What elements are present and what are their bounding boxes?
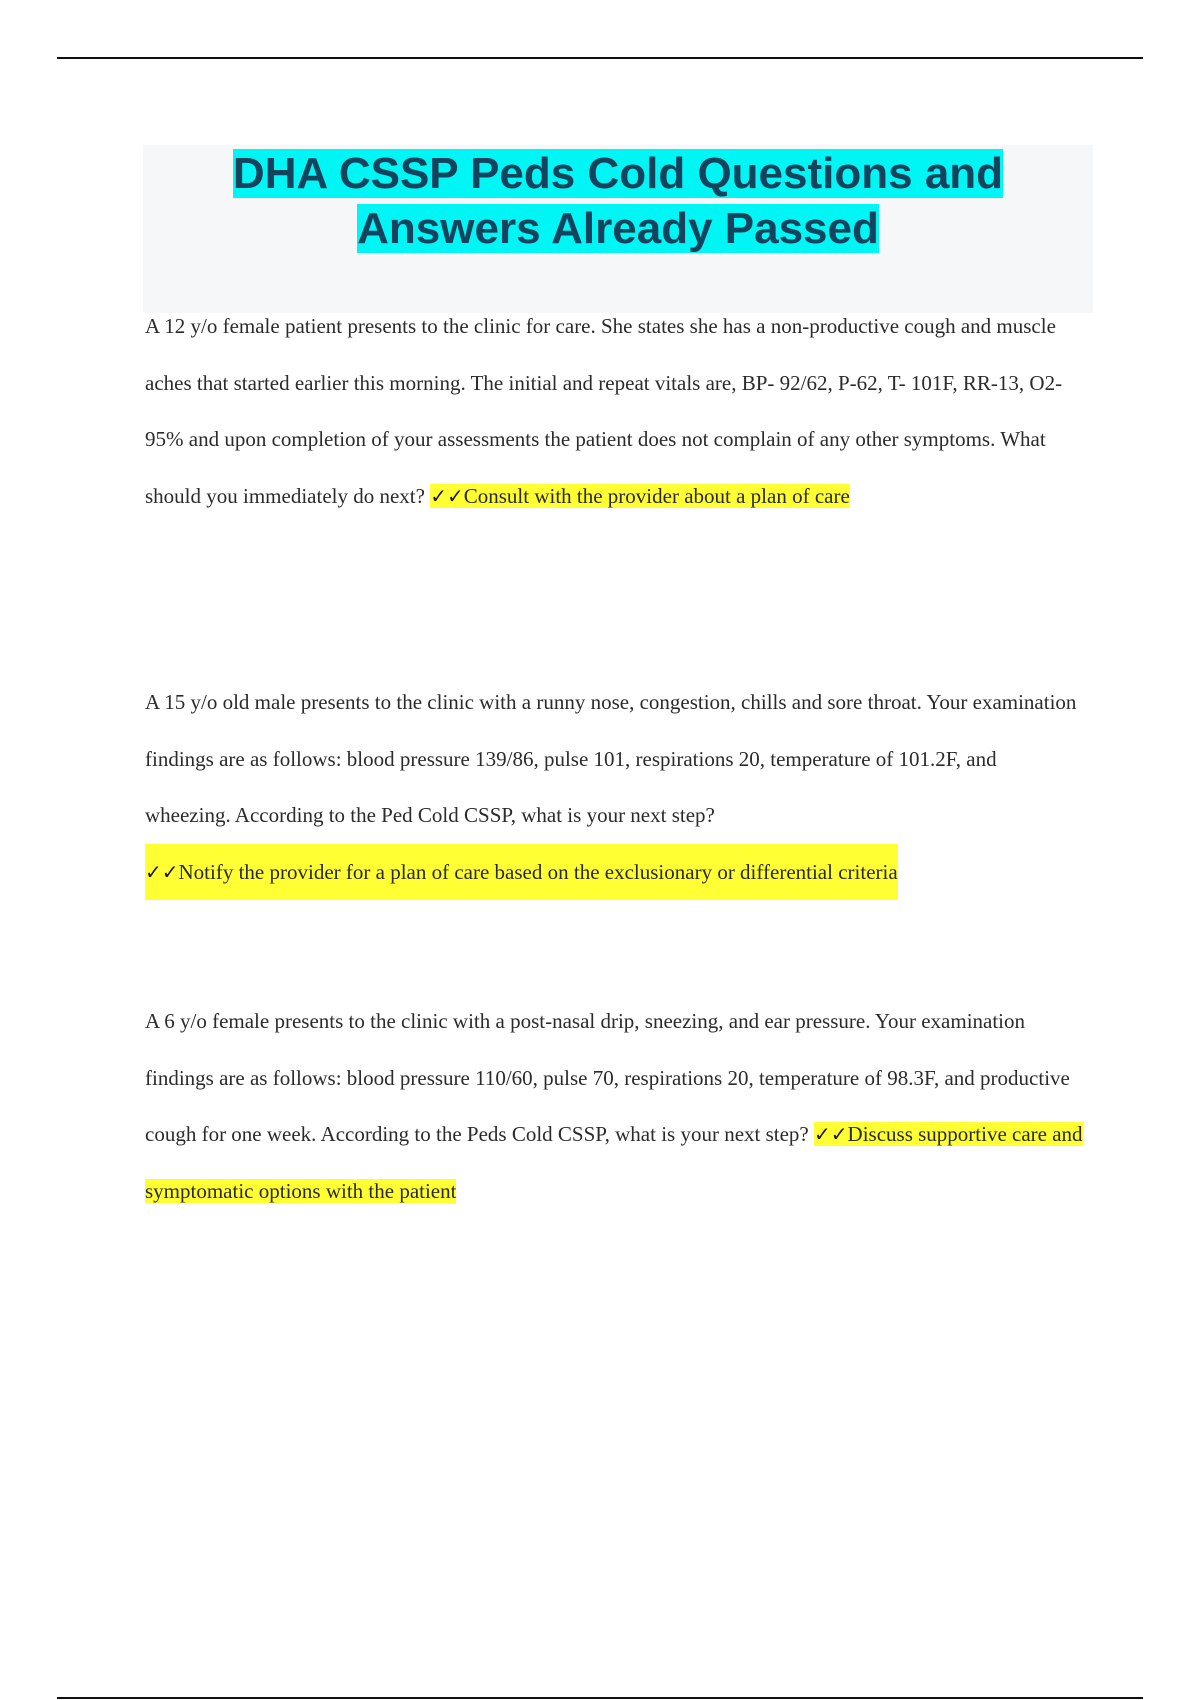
answer-1-text: Consult with the provider about a plan of care [463, 483, 850, 508]
qa-item-3 [145, 993, 1085, 1219]
top-rule [57, 57, 1143, 59]
check-mark-icon: ✓✓ [145, 859, 179, 884]
answer-1-highlight [430, 484, 850, 508]
question-3-text: A 6 y/o female presents to the clinic with a post-nasal drip, sneezing, and ear pressure. Your examination findings are as follows: blood pressure 110/60, pulse 70, respirations 20, temperature of 98.3F, and productive cough for one week. According to the Peds Cold CSSP, what is your next step? [145, 1009, 1070, 1146]
title-line-2: Answers Already Passed [357, 204, 879, 253]
page-title [143, 146, 1093, 256]
question-1-text: A 12 y/o female patient presents to the clinic for care. She states she has a non-productive cough and muscle aches that started earlier this morning. The initial and repeat vitals are, BP- 92/62, P-62, T- 101F, RR-13, O2-95% and upon completion of your assessments the patient does not complain of any other symptoms. What should you immediately do next? [145, 314, 1063, 508]
title-line-1: DHA CSSP Peds Cold Questions and [232, 149, 1004, 198]
check-mark-icon: ✓✓ [814, 1122, 848, 1146]
answer-2-text: Notify the provider for a plan of care based on the exclusionary or differential criteria [178, 859, 898, 884]
bottom-rule [57, 1697, 1143, 1699]
answer-3-text: Discuss supportive care and symptomatic options with the patient [145, 1122, 1083, 1203]
check-mark-icon: ✓✓ [430, 483, 464, 508]
question-2-text: A 15 y/o old male presents to the clinic with a runny nose, congestion, chills and sore throat. Your examination findings are as follows: blood pressure 139/86, pulse 101, respirations 20, temperature of 101.2F, and wheezing. According to the Ped Cold CSSP, what is your next step? [145, 690, 1077, 827]
qa-item-1 [145, 298, 1085, 524]
answer-2-highlight [145, 844, 898, 901]
qa-item-2 [145, 674, 1085, 900]
